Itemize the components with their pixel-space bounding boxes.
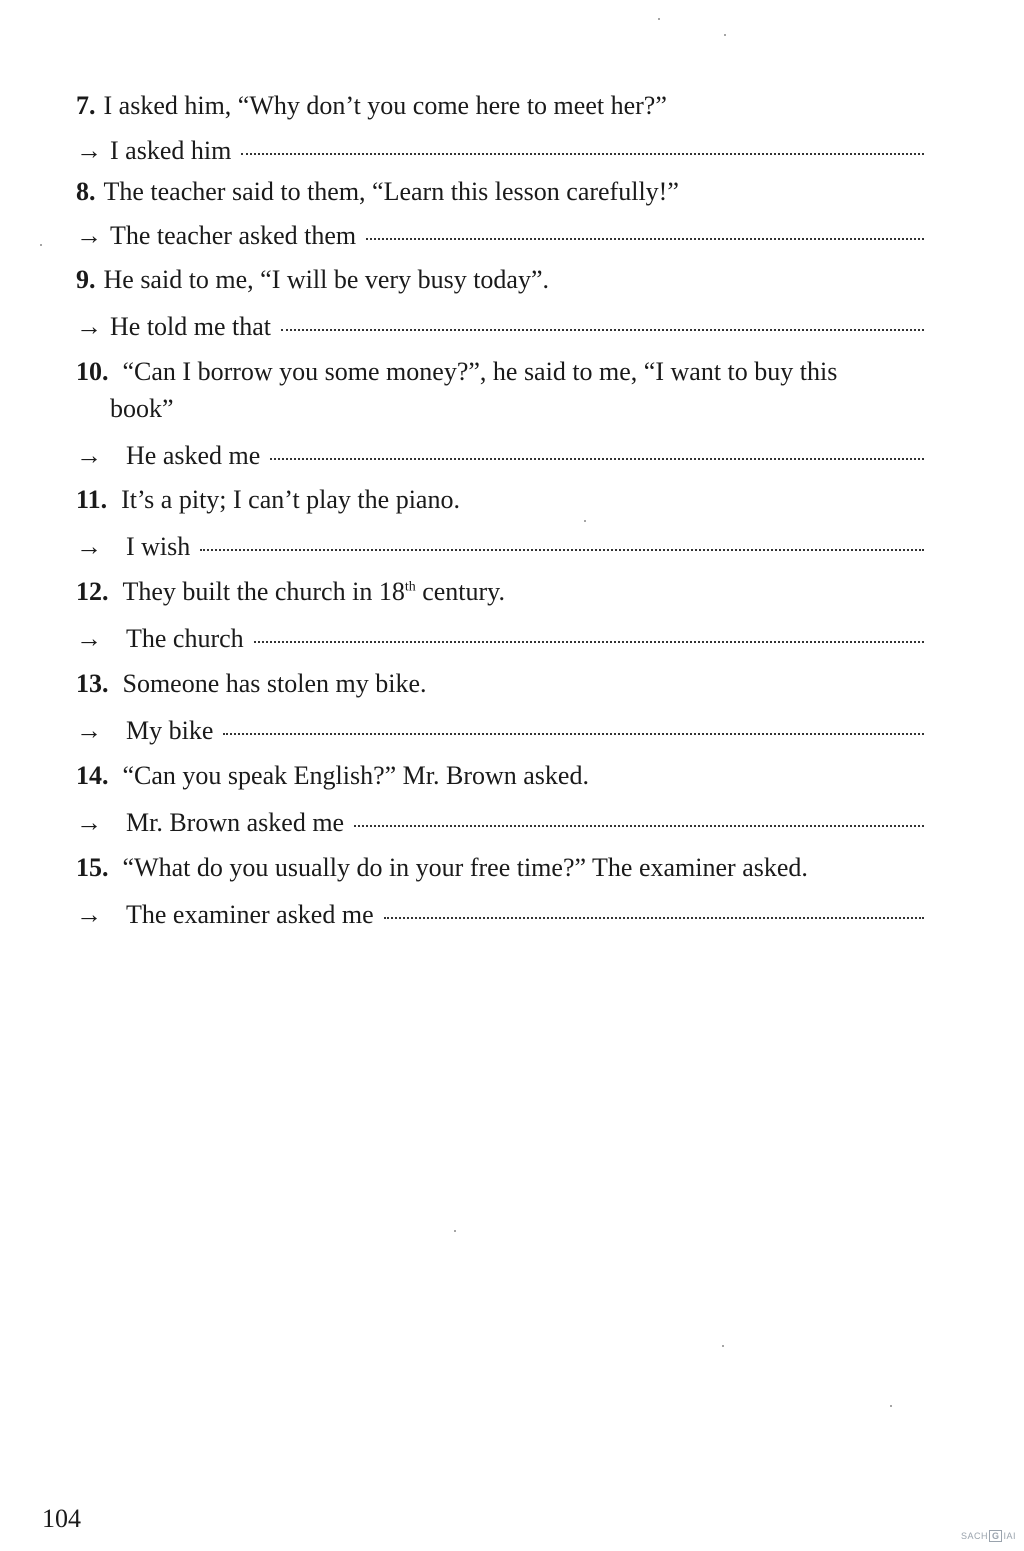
answer-prompt: I wish <box>126 532 191 561</box>
answer-blank[interactable] <box>223 732 924 735</box>
exercise-number: 13. <box>76 669 109 698</box>
exercise-10-question-continued: book” <box>110 394 174 423</box>
question-text: “Can I borrow you some money?”, he said to me, “I want to buy this <box>122 357 838 386</box>
watermark-text-left: SACH <box>960 1531 988 1541</box>
scan-speck <box>454 1230 456 1232</box>
watermark-box: G <box>989 1530 1003 1542</box>
exercise-7-question <box>76 89 924 123</box>
answer-prompt: The church <box>126 624 244 653</box>
answer-prompt: The teacher asked them <box>110 221 357 250</box>
answer-prompt: He told me that <box>110 312 272 341</box>
exercise-number: 10. <box>76 357 109 386</box>
question-text: It’s a pity; I can’t play the piano. <box>121 485 460 514</box>
ordinal-suffix: th <box>404 579 416 595</box>
exercise-8-answer <box>76 219 924 253</box>
answer-prompt: Mr. Brown asked me <box>126 808 345 837</box>
answer-blank[interactable] <box>241 152 924 155</box>
exercise-number: 7. <box>76 91 96 120</box>
answer-prompt: My bike <box>126 716 214 745</box>
arrow-right-icon: → <box>76 624 102 653</box>
arrow-right-icon: → <box>76 221 102 250</box>
answer-blank[interactable] <box>281 328 924 331</box>
exercise-13-answer <box>76 714 924 748</box>
exercise-number: 12. <box>76 577 109 606</box>
arrow-right-icon: → <box>76 136 102 165</box>
arrow-right-icon: → <box>76 716 102 745</box>
question-text-before: They built the church in 18 <box>122 577 405 606</box>
answer-blank[interactable] <box>254 640 924 643</box>
exercise-11-question <box>76 483 924 517</box>
answer-prompt: I asked him <box>110 136 232 165</box>
question-text-after: century. <box>415 577 505 606</box>
exercise-8-question <box>76 175 924 209</box>
exercise-15-answer <box>76 898 924 932</box>
question-text <box>123 575 506 609</box>
exercise-12-answer <box>76 622 924 656</box>
answer-blank[interactable] <box>366 237 924 240</box>
exercise-number: 14. <box>76 761 109 790</box>
answer-blank[interactable] <box>200 548 924 551</box>
question-text: “What do you usually do in your free time?” The examiner asked. <box>122 853 808 882</box>
answer-prompt: He asked me <box>126 441 261 470</box>
arrow-right-icon: → <box>76 808 102 837</box>
exercise-number: 9. <box>76 265 96 294</box>
question-text: The teacher said to them, “Learn this lesson carefully!” <box>103 177 679 206</box>
answer-blank[interactable] <box>354 824 924 827</box>
scan-speck <box>890 1405 892 1407</box>
exercise-number: 11. <box>76 485 108 514</box>
arrow-right-icon: → <box>76 900 102 929</box>
exercise-10-question <box>76 355 924 389</box>
arrow-right-icon: → <box>76 441 102 470</box>
question-text: Someone has stolen my bike. <box>122 669 427 698</box>
exercise-10-answer <box>76 439 924 473</box>
exercise-11-answer <box>76 530 924 564</box>
question-text: “Can you speak English?” Mr. Brown asked. <box>122 761 589 790</box>
scan-speck <box>584 520 586 522</box>
scan-speck <box>722 1345 724 1347</box>
exercise-9-question <box>76 263 924 297</box>
answer-blank[interactable] <box>270 457 924 460</box>
exercise-13-question <box>76 667 924 701</box>
exercise-12-question <box>76 575 924 609</box>
watermark-text-right: IAI <box>1003 1531 1016 1541</box>
exercise-14-question <box>76 759 924 793</box>
arrow-right-icon: → <box>76 312 102 341</box>
question-text: He said to me, “I will be very busy today”. <box>103 265 549 294</box>
scan-speck <box>724 34 726 36</box>
question-text: I asked him, “Why don’t you come here to meet her?” <box>103 91 667 120</box>
exercise-9-answer <box>76 310 924 344</box>
exercise-7-answer <box>76 134 924 168</box>
exercise-15-question <box>76 851 924 885</box>
watermark-logo <box>961 1530 1016 1542</box>
scan-speck <box>40 244 42 246</box>
exercise-number: 8. <box>76 177 96 206</box>
exercise-14-answer <box>76 806 924 840</box>
scan-speck <box>658 18 660 20</box>
exercise-number: 15. <box>76 853 109 882</box>
answer-blank[interactable] <box>384 916 924 919</box>
page-number: 104 <box>42 1504 81 1533</box>
answer-prompt: The examiner asked me <box>126 900 374 929</box>
arrow-right-icon: → <box>76 532 102 561</box>
